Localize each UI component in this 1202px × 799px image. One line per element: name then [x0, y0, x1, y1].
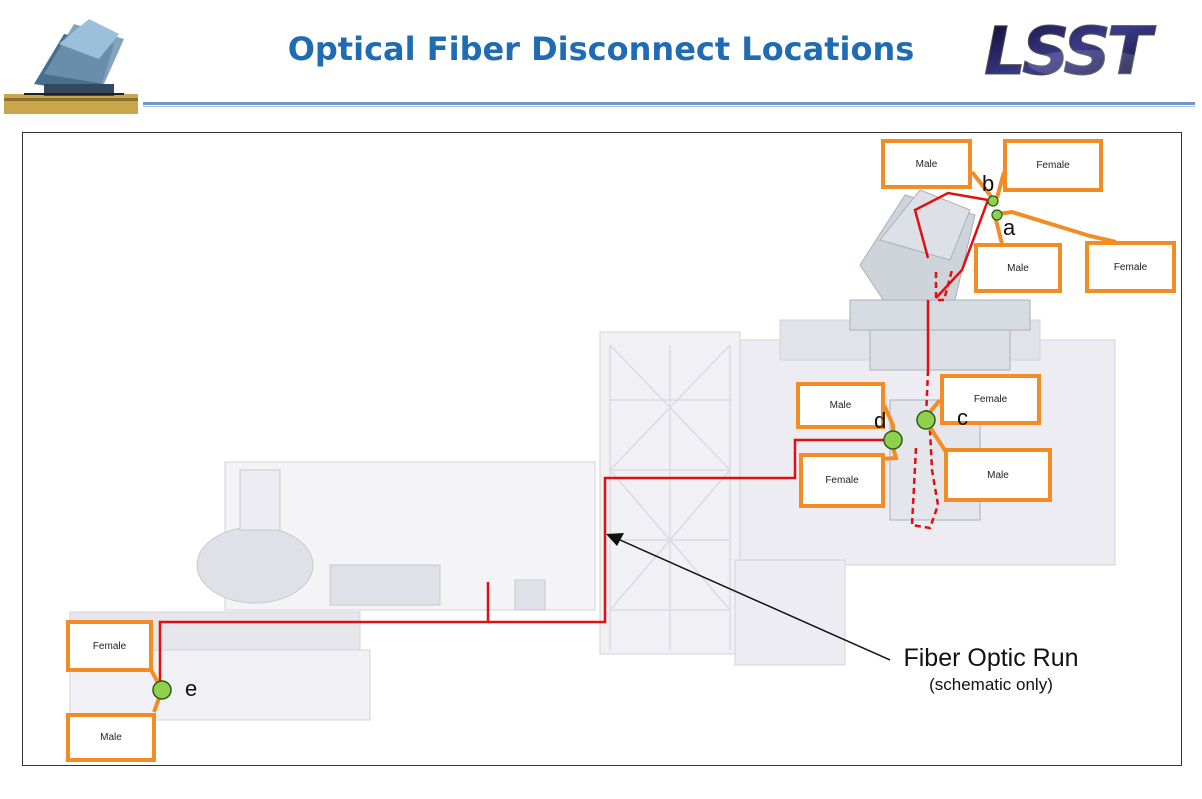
annotation-subtitle: (schematic only)	[929, 675, 1053, 694]
box-label: Male	[987, 469, 1009, 481]
box-label: Female	[1113, 261, 1148, 273]
connector-a-label: a	[1003, 215, 1016, 240]
connector-c-label: c	[957, 405, 968, 430]
connector-e-female-box	[66, 620, 153, 672]
connector-d-male-box	[796, 382, 885, 429]
box-label: Male	[1007, 262, 1029, 274]
connector-e-dot	[153, 681, 171, 699]
box-label: Male	[915, 158, 938, 170]
box-label: Female	[973, 394, 1008, 405]
connector-e-label: e	[185, 676, 198, 701]
connector-b-label: b	[982, 171, 995, 196]
connector-d-label: d	[874, 408, 887, 433]
connector-a-female-box	[1085, 241, 1176, 293]
connector-b-dot	[988, 196, 998, 206]
box-label: Female	[92, 640, 127, 652]
connector-d-dot	[884, 431, 902, 449]
box-label: Male	[100, 732, 122, 743]
connector-a-dot	[992, 210, 1002, 220]
page-title: Optical Fiber Disconnect Locations	[287, 30, 915, 68]
connector-a-male-box	[974, 243, 1062, 293]
connector-d-female-box	[799, 453, 885, 508]
svg-text:LSST: LSST	[984, 13, 1148, 90]
connector-c-dot	[917, 411, 935, 429]
connector-c-female-box	[940, 374, 1041, 425]
connector-b-female-box	[1003, 139, 1103, 192]
box-label: Female	[1036, 160, 1070, 171]
annotation-title: Fiber Optic Run	[903, 644, 1079, 672]
connector-c-male-box	[944, 448, 1052, 502]
connector-b-male-box	[881, 139, 972, 189]
connector-e-male-box	[66, 713, 156, 762]
box-label: Female	[825, 475, 859, 486]
box-label: Male	[829, 400, 852, 411]
fiber-run-annotation	[874, 644, 1108, 695]
